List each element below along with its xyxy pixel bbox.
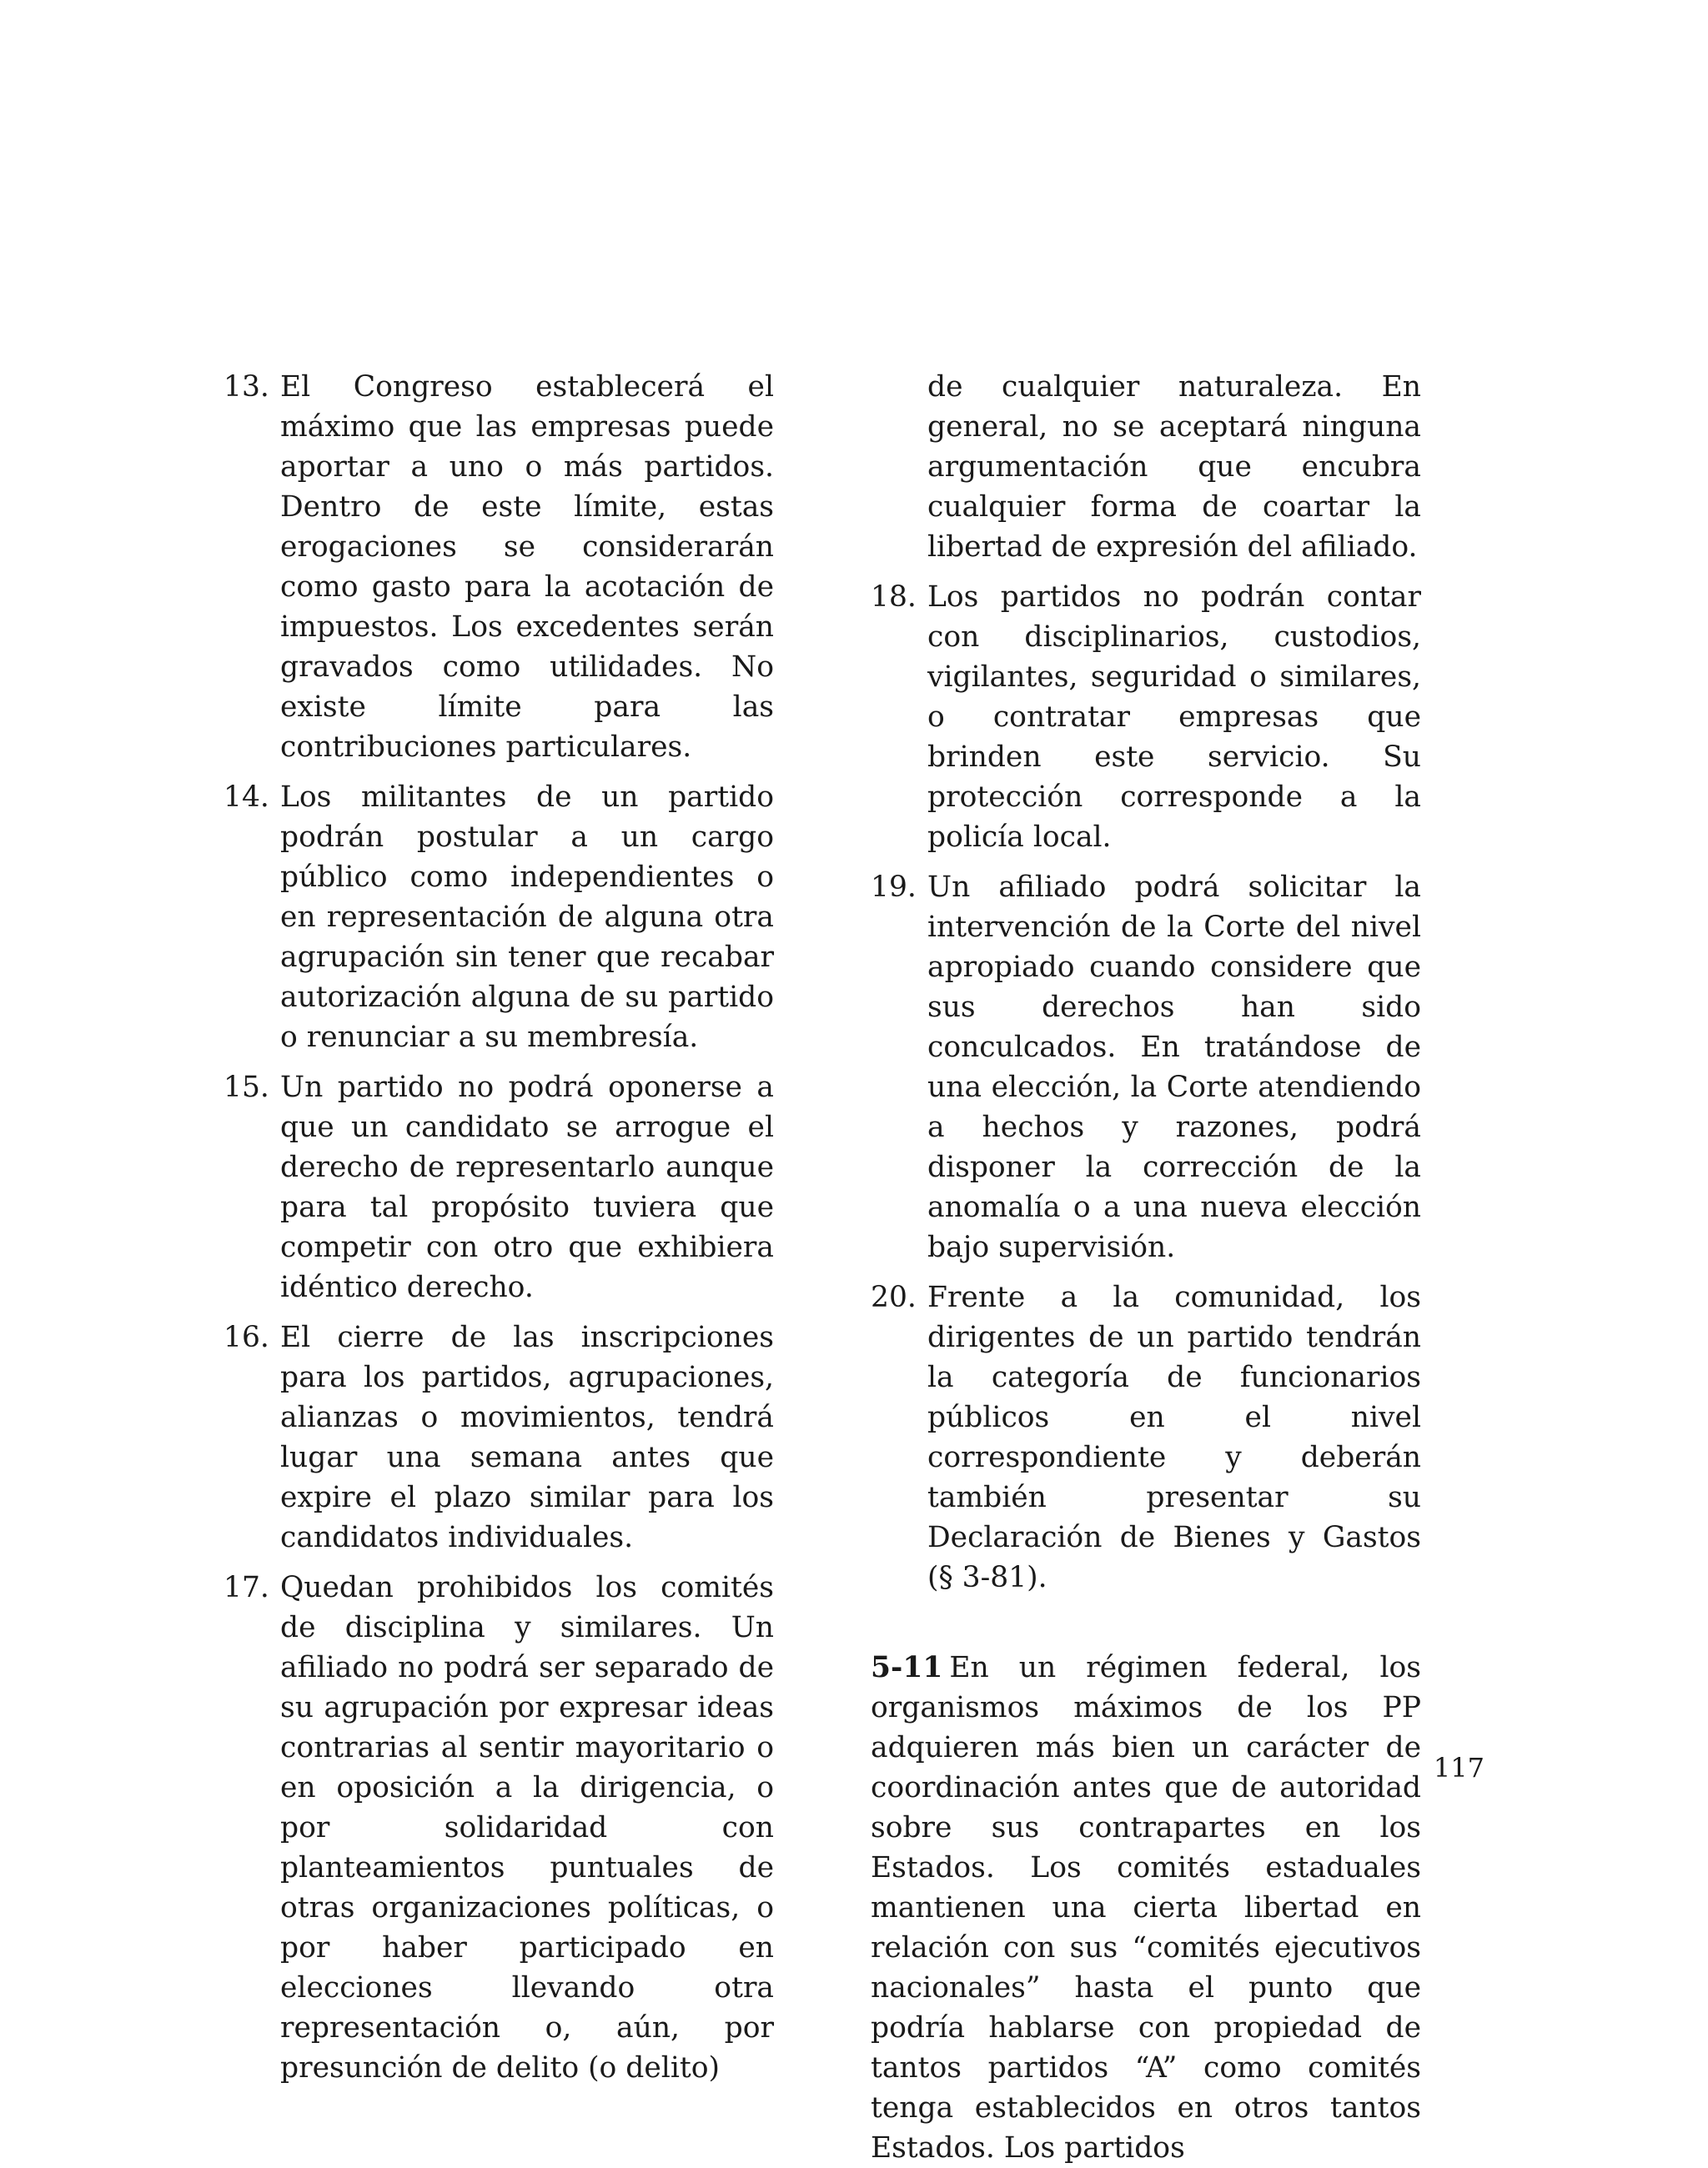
item-text: Los militantes de un partido podrán postular a un cargo público como independientes o en representación de alguna otra agrupación sin tener que recabar autorización alguna de su partido o renunciar a su membresía. [280,780,774,1054]
list-item-16 [224,1317,774,1558]
item-text: Un partido no podrá oponerse a que un candidato se arrogue el derecho de representarlo aunque para tal propósito tuviera que competir con otro que exhibiera idéntico derecho. [280,1071,774,1304]
item-number: 14. [224,780,269,814]
item-17-continuation: de cualquier naturaleza. En general, no se aceptará ninguna argumentación que encubra cualquier forma de coartar la libertad de expresión del afiliado. [927,370,1421,564]
item-text: Frente a la comunidad, los dirigentes de un partido tendrán la categoría de funcionarios públicos en el nivel correspondiente y deberán también presentar su Declaración de Bienes y Gastos (§ 3-81). [927,1281,1421,1594]
item-number: 17. [224,1571,269,1604]
list-item-17 [224,1568,774,2088]
item-number: 13. [224,370,269,404]
list-item-20 [871,1277,1421,1598]
section-number: 5-11 [871,1651,943,1684]
item-number: 18. [871,580,917,614]
right-column [871,367,1421,2168]
item-number: 16. [224,1321,269,1354]
page-number: 117 [1433,1752,1484,1784]
list-item-15 [224,1067,774,1307]
section-text: En un régimen federal, los organismos máximos de los PP adquieren más bien un carácter de coordinación antes que de autoridad sobre sus contrapartes en los Estados. Los comités estaduales mantienen una cierta libertad en relación con sus “comités ejecutivos nacionales” hasta el punto que podría hablarse con propiedad de tantos partidos “A” como comités tenga establecidos en otros tantos Estados. Los partidos [871,1651,1421,2165]
item-number: 20. [871,1281,917,1314]
list-item-19 [871,867,1421,1267]
list-item-14 [224,777,774,1057]
section-5-11 [871,1648,1421,2168]
left-column [224,367,774,2098]
list-item-18 [871,577,1421,857]
item-number: 15. [224,1071,269,1104]
item-text: Quedan prohibidos los comités de disciplina y similares. Un afiliado no podrá ser separado de su agrupación por expresar ideas contrarias al sentir mayoritario o en oposición a la dirigencia, o por solidaridad con planteamientos puntuales de otras organizaciones políticas, o por haber participado en elecciones llevando otra representación o, aún, por presunción de delito (o delito) [280,1571,774,2085]
item-text: El cierre de las inscripciones para los partidos, agrupaciones, alianzas o movimientos, tendrá lugar una semana antes que expire el plazo similar para los candidatos individuales. [280,1321,774,1554]
item-text: Un afiliado podrá solicitar la intervención de la Corte del nivel apropiado cuando considere que sus derechos han sido conculcados. En tratándose de una elección, la Corte atendiendo a hechos y razones, podrá disponer la corrección de la anomalía o a una nueva elección bajo supervisión. [927,871,1421,1264]
list-item-13 [224,367,774,767]
item-text: Los partidos no podrán contar con disciplinarios, custodios, vigilantes, seguridad o similares, o contratar empresas que brinden este servicio. Su protección corresponde a la policía local. [927,580,1421,854]
item-number: 19. [871,871,917,904]
item-text: El Congreso establecerá el máximo que las empresas puede aportar a uno o más partidos. Dentro de este límite, estas erogaciones se considerarán como gasto para la acotación de impuestos. Los excedentes serán gravados como utilidades. No existe límite para las contribuciones particulares. [280,370,774,764]
